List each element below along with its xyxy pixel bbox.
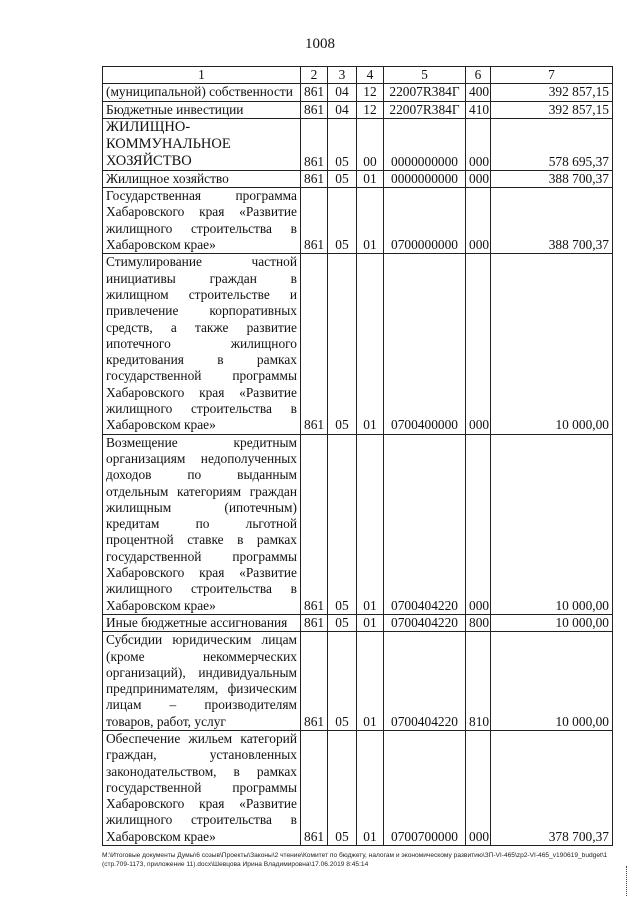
column-header: 4 bbox=[357, 67, 384, 84]
row-amount: 10 000,00 bbox=[491, 614, 613, 631]
row-amount: 392 857,15 bbox=[491, 101, 613, 118]
table-row bbox=[103, 101, 613, 118]
row-target: 0700700000 bbox=[384, 730, 466, 845]
row-target: 0700000000 bbox=[384, 188, 466, 254]
row-name: (муниципальной) собственности bbox=[103, 84, 301, 101]
row-subsection: 12 bbox=[357, 101, 384, 118]
row-subsection: 01 bbox=[357, 730, 384, 845]
row-subsection: 01 bbox=[357, 632, 384, 731]
table-row bbox=[103, 632, 613, 731]
file-path-footer: M:\Итоговые документы Думы\6 созыв\Проекты\Законы\2 чтение\Комитет по бюджету, налогам и экономическому развитию\ЗП-VI-465\zp2-VI-465_v190619_budget\1 (стр.709-1173, приложение 11).docx\Шевцова Ирина Владимировна\17.06.2019 8:45:14 bbox=[102, 852, 608, 868]
row-section: 05 bbox=[328, 170, 357, 187]
row-type: 800 bbox=[466, 614, 491, 631]
row-type: 000 bbox=[466, 170, 491, 187]
header-row bbox=[103, 67, 613, 84]
column-header: 7 bbox=[491, 67, 613, 84]
row-name: Иные бюджетные ассигнования bbox=[103, 614, 301, 631]
row-section: 05 bbox=[328, 118, 357, 170]
row-target: 22007R384Г bbox=[384, 101, 466, 118]
row-type: 000 bbox=[466, 188, 491, 254]
row-target: 0700404220 bbox=[384, 614, 466, 631]
budget-table bbox=[102, 66, 613, 846]
row-name: Субсидии юридическим лицам (кроме некоммерческих организаций), индивидуальным предпринимателям, физическим лицам – производителям товаров, работ, услуг bbox=[103, 632, 301, 731]
row-ministry: 861 bbox=[301, 84, 328, 101]
row-ministry: 861 bbox=[301, 434, 328, 614]
row-amount: 10 000,00 bbox=[491, 254, 613, 434]
row-name: Возмещение кредитным организациям недополученных доходов по выданным отдельным категориям граждан жилищным (ипотечным) кредитам по льготной процентной ставке в рамках государственной программы Хабаровского края «Развитие жилищного строительства в Хабаровском крае» bbox=[103, 434, 301, 614]
row-section: 05 bbox=[328, 188, 357, 254]
row-section: 04 bbox=[328, 84, 357, 101]
column-header: 6 bbox=[466, 67, 491, 84]
row-type: 000 bbox=[466, 118, 491, 170]
row-ministry: 861 bbox=[301, 254, 328, 434]
row-subsection: 01 bbox=[357, 614, 384, 631]
table-row bbox=[103, 254, 613, 434]
row-subsection: 01 bbox=[357, 254, 384, 434]
row-section: 05 bbox=[328, 434, 357, 614]
row-name: Обеспечение жильем категорий граждан, установленных законодательством, в рамках государственной программы Хабаровского края «Развитие жилищного строительства в Хабаровском крае» bbox=[103, 730, 301, 845]
row-amount: 392 857,15 bbox=[491, 84, 613, 101]
row-type: 410 bbox=[466, 101, 491, 118]
row-ministry: 861 bbox=[301, 730, 328, 845]
table-row bbox=[103, 434, 613, 614]
row-section: 05 bbox=[328, 254, 357, 434]
row-target: 0000000000 bbox=[384, 170, 466, 187]
row-type: 000 bbox=[466, 254, 491, 434]
row-section: 04 bbox=[328, 101, 357, 118]
row-amount: 578 695,37 bbox=[491, 118, 613, 170]
page-number: 1008 bbox=[305, 36, 335, 52]
table-row bbox=[103, 614, 613, 631]
row-type: 400 bbox=[466, 84, 491, 101]
row-target: 0700404220 bbox=[384, 632, 466, 731]
row-amount: 378 700,37 bbox=[491, 730, 613, 845]
row-name: Бюджетные инвестиции bbox=[103, 101, 301, 118]
row-subsection: 12 bbox=[357, 84, 384, 101]
row-type: 810 bbox=[466, 632, 491, 731]
row-ministry: 861 bbox=[301, 188, 328, 254]
row-ministry: 861 bbox=[301, 170, 328, 187]
row-ministry: 861 bbox=[301, 101, 328, 118]
column-header: 1 bbox=[103, 67, 301, 84]
row-ministry: 861 bbox=[301, 118, 328, 170]
row-target: 22007R384Г bbox=[384, 84, 466, 101]
table-row bbox=[103, 170, 613, 187]
row-amount: 10 000,00 bbox=[491, 434, 613, 614]
row-subsection: 01 bbox=[357, 170, 384, 187]
row-ministry: 861 bbox=[301, 632, 328, 731]
row-name: ЖИЛИЩНО-КОММУНАЛЬНОЕ ХОЗЯЙСТВО bbox=[103, 118, 301, 170]
row-target: 0000000000 bbox=[384, 118, 466, 170]
row-subsection: 00 bbox=[357, 118, 384, 170]
row-type: 000 bbox=[466, 434, 491, 614]
row-subsection: 01 bbox=[357, 434, 384, 614]
row-target: 0700400000 bbox=[384, 254, 466, 434]
table-row bbox=[103, 730, 613, 845]
table-row bbox=[103, 188, 613, 254]
row-amount: 388 700,37 bbox=[491, 188, 613, 254]
row-section: 05 bbox=[328, 632, 357, 731]
table-row bbox=[103, 118, 613, 170]
row-section: 05 bbox=[328, 730, 357, 845]
column-header: 3 bbox=[328, 67, 357, 84]
column-header: 2 bbox=[301, 67, 328, 84]
row-subsection: 01 bbox=[357, 188, 384, 254]
row-type: 000 bbox=[466, 730, 491, 845]
row-amount: 388 700,37 bbox=[491, 170, 613, 187]
row-ministry: 861 bbox=[301, 614, 328, 631]
row-section: 05 bbox=[328, 614, 357, 631]
table-row bbox=[103, 84, 613, 101]
column-header: 5 bbox=[384, 67, 466, 84]
row-name: Жилищное хозяйство bbox=[103, 170, 301, 187]
row-target: 0700404220 bbox=[384, 434, 466, 614]
margin-mark bbox=[626, 866, 630, 896]
row-name: Стимулирование частной инициативы граждан в жилищном строительстве и привлечение корпоративных средств, а также развитие ипотечного жилищного кредитования в рамках государственной программы Хабаровского края «Развитие жилищного строительства в Хабаровском крае» bbox=[103, 254, 301, 434]
row-amount: 10 000,00 bbox=[491, 632, 613, 731]
row-name: Государственная программа Хабаровского края «Развитие жилищного строительства в Хабаровском крае» bbox=[103, 188, 301, 254]
